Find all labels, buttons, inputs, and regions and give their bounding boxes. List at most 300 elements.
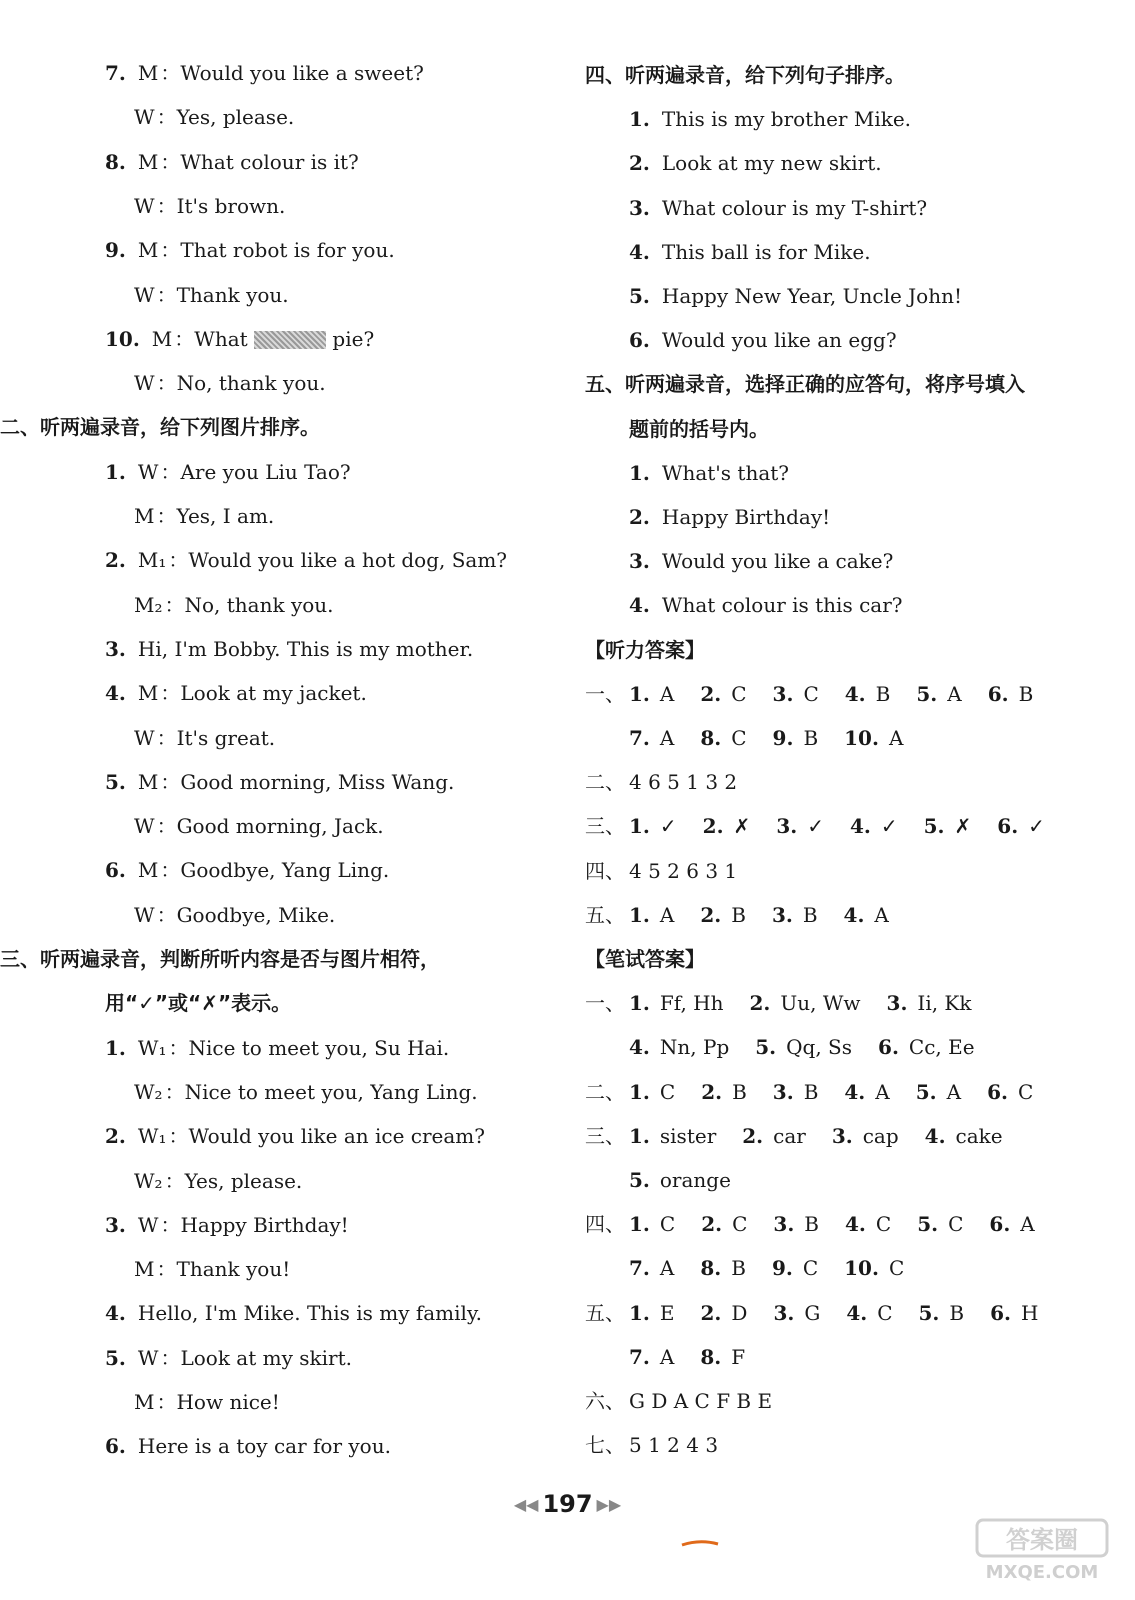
answer-number: 5.	[923, 814, 945, 839]
answer-item	[629, 991, 750, 1015]
speaker-label: M	[137, 61, 159, 85]
item-number: 4.	[629, 593, 650, 618]
section-heading-text: 用“✓”或“✗”表示。	[105, 991, 292, 1016]
answer-number: 3.	[773, 1212, 795, 1237]
answer-number: 4.	[843, 902, 865, 927]
answer-item	[846, 1301, 918, 1325]
answer-item	[700, 726, 772, 750]
speaker-label: W	[134, 105, 155, 130]
dialogue-text: Hi, I'm Bobby. This is my mother.	[137, 636, 474, 661]
dialogue-text: Would you like a sweet?	[180, 61, 424, 85]
answer-item	[773, 1080, 845, 1104]
answer-number: 5.	[915, 1079, 937, 1104]
section-heading-cont	[105, 990, 291, 1016]
item-number: 3.	[629, 195, 650, 220]
answer-line	[585, 1300, 1064, 1326]
answer-item	[776, 814, 850, 838]
answer-value: E	[659, 1300, 675, 1325]
dialogue-text: Would you like an egg?	[661, 328, 897, 353]
answer-number: 1.	[629, 902, 650, 927]
answer-value: C	[732, 1212, 748, 1237]
item-number: 2.	[105, 1124, 126, 1149]
answer-item	[887, 991, 998, 1015]
answer-line	[585, 858, 737, 884]
answer-line	[585, 1211, 1061, 1237]
answer-value: B	[732, 1079, 747, 1104]
dialogue-line	[134, 725, 275, 751]
speaker-label: M	[137, 769, 159, 794]
answer-item	[701, 1212, 773, 1236]
answer-value: B	[1018, 681, 1034, 706]
answer-item	[997, 814, 1071, 838]
dialogue-text: Here is a toy car for you.	[137, 1434, 391, 1459]
answer-item	[773, 1301, 846, 1325]
answer-number: 7.	[629, 1344, 650, 1369]
answer-value: cake	[955, 1123, 1003, 1148]
answer-number: 3.	[831, 1123, 853, 1148]
dialogue-text: What colour is my T-shirt?	[661, 195, 928, 220]
answer-sequence: 4 5 2 6 3 1	[629, 858, 738, 883]
answer-item	[845, 682, 917, 706]
item-number: 2.	[629, 505, 650, 529]
answer-item	[844, 726, 929, 750]
dialogue-line	[134, 193, 285, 219]
answer-number: 4.	[844, 1079, 866, 1104]
answer-item	[850, 814, 924, 838]
dialogue-line	[134, 902, 335, 928]
answer-number: 1.	[629, 991, 650, 1016]
speaker-colon: ：	[156, 105, 177, 130]
speaker-colon: ：	[160, 1212, 181, 1237]
answer-value: C	[659, 1079, 676, 1104]
speaker-colon: ：	[160, 459, 181, 484]
answer-section-label: 三、	[585, 1123, 625, 1148]
dialogue-line	[629, 283, 962, 309]
answer-line	[629, 1344, 771, 1370]
answer-section-label: 五、	[585, 902, 625, 927]
svg-text:答案圈: 答案圈	[1006, 1526, 1078, 1554]
answer-line	[585, 1123, 1029, 1149]
item-number: 1.	[105, 1035, 126, 1060]
dialogue-text: Thank you.	[176, 282, 289, 307]
answer-line	[585, 769, 737, 795]
item-number: 2.	[105, 548, 126, 573]
dialogue-text: This ball is for Mike.	[661, 239, 871, 264]
speaker-colon: ：	[164, 592, 185, 617]
answer-item	[755, 1035, 878, 1059]
answer-number: 6.	[878, 1035, 899, 1060]
dialogue-line	[629, 548, 893, 574]
speaker-label: W	[134, 371, 155, 396]
speaker-label: W	[134, 902, 155, 927]
answer-number: 4.	[846, 1300, 868, 1325]
speaker-label: M	[137, 238, 159, 263]
dialogue-text: Thank you!	[176, 1257, 291, 1282]
answer-number: 1.	[629, 1212, 650, 1237]
item-number: 1.	[105, 459, 126, 484]
answer-item	[701, 1301, 774, 1325]
answer-item	[845, 1212, 917, 1236]
speaker-colon: ：	[156, 902, 177, 927]
section-heading-text: 【听力答案】	[585, 637, 705, 662]
dialogue-text: Yes, please.	[176, 105, 295, 130]
answer-item	[989, 1212, 1060, 1236]
answer-number: 1.	[629, 1079, 650, 1104]
answer-number: 6.	[987, 1079, 1008, 1104]
dialogue-text: Look at my skirt.	[180, 1345, 352, 1370]
dialogue-line	[105, 1212, 349, 1238]
item-number: 2.	[629, 151, 650, 176]
answer-line	[585, 902, 915, 928]
speaker-colon: ：	[168, 1035, 189, 1060]
answer-value: C	[731, 726, 747, 750]
answer-number: 3.	[773, 1300, 795, 1325]
answer-item	[919, 1301, 991, 1325]
section-heading-text: 四、听两遍录音，给下列句子排序。	[585, 63, 905, 87]
answer-item	[629, 814, 703, 838]
answer-value: Cc, Ee	[908, 1035, 975, 1060]
answer-item	[772, 903, 844, 927]
answer-item	[917, 1212, 989, 1236]
dialogue-line	[134, 592, 334, 618]
answer-number: 2.	[701, 1079, 723, 1104]
answer-number: 10.	[844, 726, 879, 750]
dialogue-line	[105, 680, 367, 706]
answer-number: 2.	[700, 681, 722, 706]
answer-item	[916, 682, 987, 706]
answer-number: 4.	[924, 1123, 946, 1148]
answer-line	[585, 1079, 1059, 1105]
speaker-colon: ：	[160, 769, 181, 794]
answer-value: C	[803, 681, 819, 706]
answer-sequence: 4 6 5 1 3 2	[629, 770, 738, 795]
answer-number: 7.	[629, 726, 650, 750]
answer-value: ✓	[807, 814, 824, 839]
answer-number: 7.	[629, 1256, 650, 1281]
speaker-colon: ：	[168, 548, 189, 573]
answer-number: 4.	[629, 1035, 650, 1060]
answer-section-label: 二、	[585, 770, 625, 795]
answer-line	[585, 681, 1059, 707]
dialogue-line	[629, 106, 911, 132]
answer-value: A	[947, 681, 962, 706]
dialogue-line	[105, 769, 454, 795]
answer-number: 2.	[701, 1212, 723, 1237]
item-number: 3.	[105, 636, 126, 661]
answer-section-label: 四、	[585, 1212, 625, 1237]
answer-number: 8.	[700, 726, 722, 750]
answer-value: H	[1021, 1300, 1039, 1325]
watermark-text: MXQE.COM	[985, 1562, 1099, 1583]
item-number: 5.	[105, 769, 126, 794]
dialogue-text: Goodbye, Mike.	[176, 902, 336, 927]
section-heading	[585, 946, 705, 972]
answer-item	[629, 1080, 701, 1104]
answer-sequence: G D A C F B E	[629, 1389, 773, 1413]
answer-value: D	[731, 1300, 748, 1325]
dialogue-line	[105, 1345, 352, 1371]
answer-item	[916, 1080, 987, 1104]
answer-value: car	[773, 1123, 806, 1148]
dialogue-text: Would you like a cake?	[661, 549, 894, 574]
speaker-colon: ：	[156, 1257, 177, 1282]
dialogue-line	[105, 1300, 482, 1326]
item-number: 8.	[105, 149, 126, 174]
answer-value: ✓	[659, 814, 677, 839]
dialogue-line	[105, 237, 395, 263]
speaker-label: M	[137, 681, 159, 706]
speaker-label: M₁	[137, 548, 167, 573]
answer-value: cap	[862, 1123, 899, 1148]
dialogue-text: Happy Birthday!	[661, 505, 831, 529]
dialogue-text: Yes, please.	[184, 1168, 303, 1193]
answer-number: 2.	[749, 991, 771, 1016]
answer-item	[844, 903, 915, 927]
answer-value: B	[802, 902, 818, 927]
speaker-label: M	[137, 149, 159, 174]
answer-value: C	[1017, 1079, 1034, 1104]
speaker-label: W	[134, 282, 155, 307]
dialogue-text: Look at my jacket.	[180, 681, 367, 706]
item-number: 10.	[105, 326, 140, 351]
dialogue-line	[105, 636, 473, 662]
section-heading-cont	[629, 416, 769, 442]
answer-number: 4.	[844, 681, 866, 706]
speaker-colon: ：	[156, 814, 177, 839]
answer-value: Nn, Pp	[659, 1035, 730, 1060]
answer-number: 6.	[997, 814, 1019, 839]
speaker-colon: ：	[160, 61, 181, 85]
section-heading	[585, 637, 705, 663]
answer-value: G	[804, 1300, 821, 1325]
answer-value: C	[888, 1256, 905, 1281]
dialogue-text: How nice!	[176, 1390, 280, 1414]
answer-item	[844, 1256, 930, 1280]
answer-item	[990, 1301, 1064, 1325]
answer-item	[773, 726, 845, 750]
dialogue-text: Nice to meet you, Su Hai.	[188, 1035, 450, 1060]
section-heading	[585, 371, 1025, 397]
dialogue-line	[134, 503, 274, 529]
dialogue-line	[105, 60, 424, 86]
dialogue-text: What colour is this car?	[661, 593, 903, 618]
answer-number: 5.	[917, 1212, 939, 1237]
answer-item	[988, 682, 1060, 706]
answer-item	[629, 726, 700, 750]
speaker-colon: ：	[160, 238, 181, 263]
speaker-label: W₂	[134, 1168, 163, 1193]
speaker-colon: ：	[164, 1168, 185, 1193]
answer-value: C	[731, 681, 747, 706]
answer-item	[987, 1080, 1059, 1104]
answer-number: 9.	[772, 726, 794, 750]
answer-number: 2.	[700, 902, 722, 927]
answer-value: C	[877, 1300, 893, 1325]
section-heading-text: 【笔试答案】	[585, 947, 705, 971]
orange-mark-icon	[680, 1538, 720, 1548]
speaker-colon: ：	[156, 504, 177, 528]
dialogue-line	[105, 1433, 391, 1459]
answer-section-label: 二、	[585, 1079, 625, 1104]
dialogue-text: Good morning, Jack.	[176, 814, 384, 839]
answer-value: Qq, Ss	[786, 1035, 853, 1060]
dialogue-text: This is my brother Mike.	[661, 107, 912, 132]
dialogue-line	[629, 195, 927, 221]
answer-value: C	[948, 1212, 964, 1237]
answer-section-label: 七、	[585, 1433, 625, 1458]
answer-value: sister	[659, 1123, 717, 1148]
answer-item	[750, 991, 887, 1015]
item-number: 4.	[629, 239, 650, 264]
smudge-mark	[254, 331, 326, 349]
dialogue-text: Happy New Year, Uncle John!	[661, 284, 963, 308]
speaker-colon: ：	[156, 725, 177, 750]
dialogue-text: Yes, I am.	[176, 504, 275, 528]
item-number: 3.	[105, 1212, 126, 1237]
dialogue-text: Nice to meet you, Yang Ling.	[184, 1079, 478, 1104]
dialogue-line	[134, 282, 289, 308]
section-heading-text: 二、听两遍录音，给下列图片排序。	[0, 415, 320, 440]
item-number: 6.	[105, 1434, 126, 1459]
answer-value: B	[804, 1212, 819, 1237]
answer-sequence: 5 1 2 4 3	[629, 1433, 719, 1458]
answer-value: A	[659, 902, 675, 927]
answer-line	[585, 1388, 772, 1414]
answer-item	[924, 814, 998, 838]
answer-item	[742, 1124, 832, 1148]
item-number: 6.	[105, 858, 126, 883]
dialogue-line	[629, 327, 897, 353]
answer-line	[585, 1432, 718, 1458]
speaker-colon: ：	[160, 681, 181, 706]
answer-section-label: 一、	[585, 681, 625, 706]
answer-value: A	[659, 1344, 675, 1369]
answer-item	[703, 814, 777, 838]
answer-item	[700, 903, 772, 927]
dialogue-text: That robot is for you.	[180, 238, 395, 263]
dialogue-line	[134, 813, 384, 839]
answer-value: A	[1020, 1212, 1035, 1237]
speaker-label: W₂	[134, 1079, 163, 1104]
dialogue-text: What colour is it?	[180, 149, 359, 174]
watermark-logo	[967, 1516, 1117, 1586]
answer-line	[585, 813, 1071, 839]
dialogue-line	[105, 1035, 449, 1061]
answer-item	[832, 1124, 925, 1148]
answer-value: F	[731, 1344, 746, 1369]
answer-item	[700, 1345, 771, 1369]
answer-value: Uu, Ww	[780, 991, 861, 1016]
answer-value: orange	[659, 1168, 731, 1192]
answer-number: 1.	[629, 1123, 650, 1148]
speaker-colon: ：	[160, 149, 181, 174]
speaker-label: M	[134, 1257, 155, 1282]
answer-value: Ff, Hh	[659, 991, 724, 1016]
answer-item	[629, 1345, 700, 1369]
next-arrows-icon: ▶▶	[596, 1495, 622, 1514]
answer-line	[629, 725, 929, 751]
dialogue-line	[134, 1168, 302, 1194]
answer-value: B	[731, 902, 746, 927]
answer-item	[700, 1256, 772, 1280]
answer-item	[629, 1212, 701, 1236]
answer-line	[629, 1255, 930, 1281]
dialogue-text: What's that?	[661, 460, 790, 485]
speaker-label: W	[137, 459, 159, 484]
dialogue-text: Hello, I'm Mike. This is my family.	[137, 1301, 482, 1326]
speaker-label: W₁	[137, 1035, 167, 1060]
answer-number: 9.	[771, 1256, 793, 1281]
answer-number: 3.	[772, 1079, 794, 1104]
answer-value: B	[949, 1300, 965, 1325]
answer-value: A	[659, 1256, 675, 1281]
dialogue-text: Good morning, Miss Wang.	[180, 769, 455, 794]
answer-number: 3.	[776, 814, 798, 839]
speaker-label: M₂	[134, 592, 163, 617]
answer-item	[925, 1124, 1029, 1148]
section-heading	[585, 62, 905, 88]
answer-number: 3.	[771, 902, 793, 927]
speaker-colon: ：	[160, 858, 181, 883]
answer-value: B	[731, 1256, 746, 1281]
answer-section-label: 六、	[585, 1389, 625, 1413]
speaker-colon: ：	[156, 282, 177, 307]
answer-item	[629, 1256, 700, 1280]
dialogue-line	[134, 1256, 290, 1282]
answer-number: 5.	[755, 1035, 777, 1060]
answer-item	[629, 1035, 755, 1059]
dialogue-text: Would you like a hot dog, Sam?	[188, 548, 508, 573]
speaker-label: M	[134, 504, 155, 528]
answer-number: 8.	[700, 1344, 722, 1369]
speaker-label: W	[134, 725, 155, 750]
answer-item	[700, 682, 772, 706]
answer-number: 1.	[629, 1300, 650, 1325]
answer-number: 10.	[844, 1256, 879, 1281]
item-number: 6.	[629, 328, 650, 353]
answer-item	[629, 903, 700, 927]
speaker-colon: ：	[156, 1390, 177, 1414]
answer-item	[629, 1168, 757, 1192]
dialogue-line	[105, 326, 374, 352]
answer-value: A	[888, 726, 904, 750]
dialogue-line	[134, 370, 326, 396]
item-number: 1.	[629, 107, 650, 132]
answer-value: B	[803, 726, 819, 750]
answer-section-label: 四、	[585, 858, 625, 883]
answer-value: A	[946, 1079, 962, 1104]
speaker-colon: ：	[164, 1079, 185, 1104]
answer-number: 6.	[990, 1300, 1011, 1325]
dialogue-line	[105, 857, 389, 883]
dialogue-line	[105, 459, 351, 485]
answer-value: C	[875, 1212, 892, 1237]
dialogue-line	[105, 547, 507, 573]
answer-item	[629, 682, 700, 706]
speaker-label: W	[134, 814, 155, 839]
answer-value: A	[659, 681, 675, 706]
answer-number: 3.	[772, 681, 794, 706]
item-number: 4.	[105, 1301, 126, 1326]
speaker-label: M	[134, 1390, 155, 1414]
speaker-label: M	[137, 858, 159, 883]
speaker-colon: ：	[156, 371, 177, 396]
answer-value: B	[803, 1079, 819, 1104]
answer-number: 4.	[849, 814, 871, 839]
answer-line	[629, 1034, 1001, 1060]
dialogue-text: Look at my new skirt.	[661, 151, 882, 176]
answer-item	[629, 1301, 701, 1325]
